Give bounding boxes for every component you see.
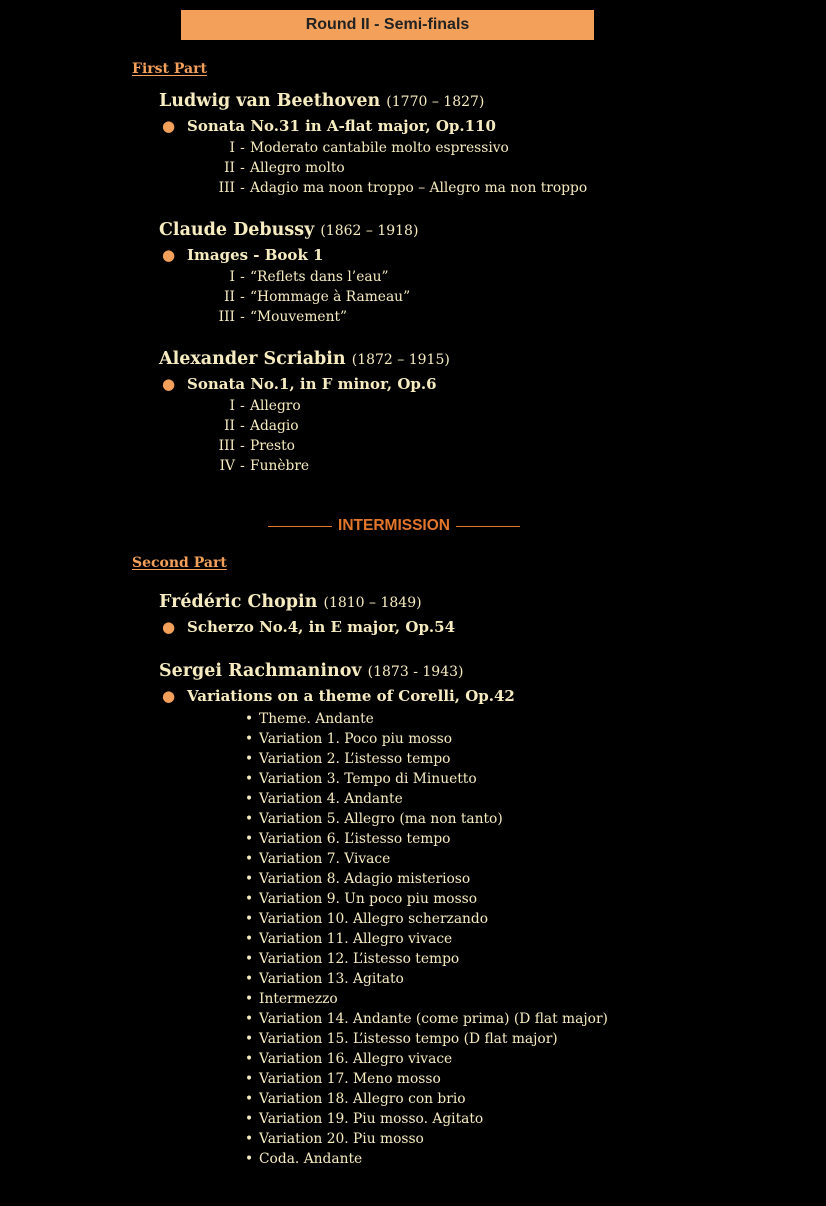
movement-dash: -: [240, 180, 245, 196]
bullet-icon: ●: [162, 117, 176, 135]
variation-item: • Variation 14. Andante (come prima) (D flat major): [245, 1009, 608, 1029]
composer-name: Alexander Scriabin: [159, 349, 346, 369]
movement-number: I: [229, 140, 235, 156]
variation-item: • Variation 11. Allegro vivace: [245, 929, 608, 949]
composer-years: (1810 – 1849): [323, 595, 422, 611]
movement-title: Moderato cantabile molto espressivo: [250, 140, 509, 156]
movement-number: IV: [219, 458, 235, 474]
bullet-icon: ●: [162, 687, 176, 705]
movement-dash: -: [240, 269, 245, 285]
composer-heading: [159, 220, 418, 240]
movement-item: [205, 160, 605, 176]
composer-name: Frédéric Chopin: [159, 592, 318, 612]
movement-item: [205, 180, 605, 196]
work-title-text: Images - Book 1: [187, 246, 324, 264]
bullet-icon: ●: [162, 246, 176, 264]
variation-item: • Variation 15. L’istesso tempo (D flat major): [245, 1029, 608, 1049]
movement-number: II: [224, 418, 235, 434]
variation-item: • Variation 3. Tempo di Minuetto: [245, 769, 608, 789]
intermission-label: INTERMISSION: [338, 517, 450, 534]
variation-item: • Variation 20. Piu mosso: [245, 1129, 608, 1149]
variation-item: • Variation 1. Poco piu mosso: [245, 729, 608, 749]
movement-item: [205, 140, 605, 156]
movement-dash: -: [240, 289, 245, 305]
movement-item: [205, 269, 605, 285]
movement-title: Presto: [250, 438, 295, 454]
work-title-text: Variations on a theme of Corelli, Op.42: [187, 687, 515, 705]
movement-item: [205, 289, 605, 305]
movement-dash: -: [240, 458, 245, 474]
composer-years: (1872 – 1915): [351, 352, 450, 368]
divider-line: [268, 526, 332, 527]
variation-item: • Variation 13. Agitato: [245, 969, 608, 989]
variations-list: [245, 709, 608, 1169]
bullet-icon: ●: [162, 618, 176, 636]
variation-item: • Theme. Andante: [245, 709, 608, 729]
variation-item: • Variation 17. Meno mosso: [245, 1069, 608, 1089]
movement-dash: -: [240, 438, 245, 454]
work-title: [162, 687, 515, 705]
work-title: [162, 618, 455, 636]
composer-heading: [159, 349, 450, 369]
movement-number: III: [218, 180, 235, 196]
work-title-text: Sonata No.1, in F minor, Op.6: [187, 375, 437, 393]
movement-number: I: [229, 269, 235, 285]
bullet-icon: ●: [162, 375, 176, 393]
movement-dash: -: [240, 398, 245, 414]
movement-title: Adagio: [250, 418, 299, 434]
movement-number: II: [224, 160, 235, 176]
movement-title: Allegro: [250, 398, 301, 414]
movement-title: Adagio ma noon troppo – Allegro ma non troppo: [250, 180, 588, 196]
composer-name: Sergei Rachmaninov: [159, 661, 362, 681]
movement-dash: -: [240, 140, 245, 156]
variation-item: • Intermezzo: [245, 989, 608, 1009]
movement-item: [205, 309, 605, 325]
movement-dash: -: [240, 309, 245, 325]
movement-dash: -: [240, 160, 245, 176]
movement-title: Funèbre: [250, 458, 310, 474]
movement-number: III: [218, 438, 235, 454]
movement-item: [205, 398, 605, 414]
composer-name: Claude Debussy: [159, 220, 315, 240]
variation-item: • Variation 8. Adagio misterioso: [245, 869, 608, 889]
variation-item: • Variation 6. L’istesso tempo: [245, 829, 608, 849]
variation-item: • Variation 19. Piu mosso. Agitato: [245, 1109, 608, 1129]
movement-title: Allegro molto: [250, 160, 345, 176]
round-banner: Round II - Semi-finals: [181, 10, 594, 40]
movement-title: “Mouvement”: [250, 309, 348, 325]
movement-item: [205, 418, 605, 434]
movement-number: III: [218, 309, 235, 325]
composer-years: (1873 - 1943): [367, 664, 464, 680]
composer-heading: [159, 592, 422, 612]
variation-item: • Coda. Andante: [245, 1149, 608, 1169]
variation-item: • Variation 4. Andante: [245, 789, 608, 809]
composer-years: (1770 – 1827): [386, 94, 485, 110]
work-title-text: Sonata No.31 in A-flat major, Op.110: [187, 117, 496, 135]
variation-item: • Variation 5. Allegro (ma non tanto): [245, 809, 608, 829]
variation-item: • Variation 10. Allegro scherzando: [245, 909, 608, 929]
composer-heading: [159, 661, 463, 681]
variation-item: • Variation 18. Allegro con brio: [245, 1089, 608, 1109]
work-title: [162, 375, 437, 393]
variation-item: • Variation 16. Allegro vivace: [245, 1049, 608, 1069]
composer-heading: [159, 91, 484, 111]
work-title-text: Scherzo No.4, in E major, Op.54: [187, 618, 456, 636]
second-part-label: Second Part: [132, 555, 227, 571]
movement-dash: -: [240, 418, 245, 434]
composer-name: Ludwig van Beethoven: [159, 91, 381, 111]
work-title: [162, 246, 324, 264]
movement-title: “Reflets dans l’eau”: [250, 269, 389, 285]
first-part-label: First Part: [132, 61, 207, 77]
divider-line: [456, 526, 520, 527]
variation-item: • Variation 9. Un poco piu mosso: [245, 889, 608, 909]
movement-number: II: [224, 289, 235, 305]
movement-item: [205, 458, 605, 474]
movement-number: I: [229, 398, 235, 414]
movement-title: “Hommage à Rameau”: [250, 289, 411, 305]
variation-item: • Variation 7. Vivace: [245, 849, 608, 869]
movement-item: [205, 438, 605, 454]
variation-item: • Variation 12. L’istesso tempo: [245, 949, 608, 969]
composer-years: (1862 – 1918): [320, 223, 419, 239]
variation-item: • Variation 2. L’istesso tempo: [245, 749, 608, 769]
intermission-divider: [268, 517, 520, 535]
work-title: [162, 117, 496, 135]
